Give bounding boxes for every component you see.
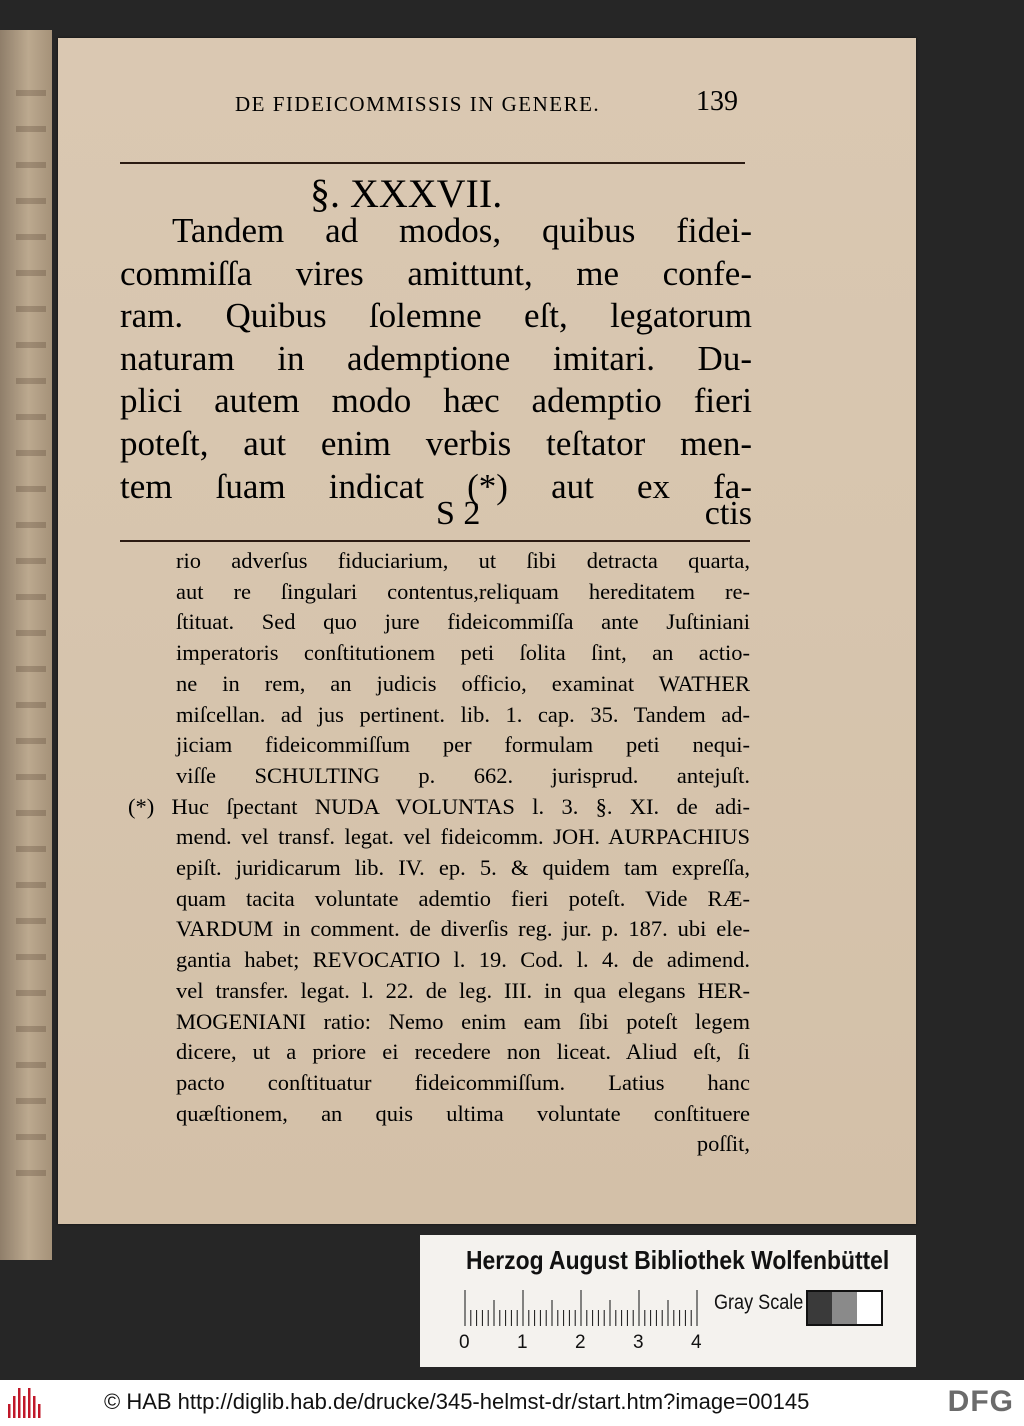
footnote-line: aut re ſingulari contentus,reliquam hereditatem re- [176,578,750,604]
footnote-line: jiciam fideicommiſſum per formulam peti nequi- [176,732,750,758]
gray-swatches [806,1290,883,1326]
library-name: Herzog August Bibliothek Wolfenbüttel [466,1245,890,1275]
footnote-line: miſcellan. ad jus pertinent. lib. 1. cap. 35. Tandem ad- [176,701,750,727]
body-line: naturam in ademptione imitari. Du- [120,338,752,378]
footnote-line: (*) Huc ſpectant NUDA VOLUNTAS l. 3. §. XI. de adi- [128,793,750,819]
footnote-line: viſſe SCHULTING p. 662. jurisprud. antejuſt. [176,762,750,788]
body-text [120,210,752,508]
page-header [180,88,746,122]
ruler-number: 3 [633,1332,644,1353]
ruler-number: 4 [691,1332,702,1353]
gray-scale-label: Gray Scale [714,1291,804,1314]
footnote-line: gantia habet; REVOCATIO l. 19. Cod. l. 4. de adimend. [176,947,750,973]
footnotes [120,546,750,1160]
body-line: commiſſa vires amittunt, me confe- [120,253,752,293]
header-rule [120,162,745,164]
gray-swatch-light [857,1292,881,1324]
logo-bar [8,1404,11,1418]
body-line: plici autem modo hæc ademptio fieri [120,381,752,421]
section-heading: §. XXXVII. [310,171,503,216]
ruler-ticks [464,1290,704,1326]
footnote-line: poſſit, [696,1131,750,1157]
signature-mark: S 2 [436,495,481,532]
hab-lines-logo-icon [6,1388,42,1418]
logo-bar [23,1396,26,1418]
logo-bar [28,1388,31,1418]
ruler-number: 0 [459,1332,470,1353]
gray-swatch-mid [832,1292,856,1324]
body-line: poteſt, aut enim verbis teſtator men- [120,423,752,463]
bleed-through-text [16,90,46,1190]
scale-ruler [459,1290,704,1353]
footnote-line: dicere, ut a priore ei recedere non liceat. Aliud eſt, ſi [176,1039,750,1065]
catchword: ctis [704,495,752,532]
footnote-line: pacto conſtituatur fideicommiſſum. Latius hanc [176,1069,750,1095]
page-number: 139 [696,86,738,117]
footnote-line: rio adverſus fiduciarium, ut ſibi detracta quarta, [176,548,750,573]
library-color-card [420,1235,916,1367]
dfg-logo: DFG [947,1385,1014,1418]
footnote-line: VARDUM in comment. de diverſis reg. jur. p. 187. ubi ele- [176,916,750,942]
copyright-text: © HAB http://diglib.hab.de/drucke/345-helmst-dr/start.htm?image=00145 [104,1389,810,1414]
catch-line [120,495,752,535]
footnote-line: ſtituat. Sed quo jure fideicommiſſa ante Juſtiniani [176,609,750,635]
footnote-line: quam tacita voluntate ademtio fieri poteſt. Vide RÆ- [176,885,750,911]
footnote-line: MOGENIANI ratio: Nemo enim eam ſibi poteſt legem [176,1008,750,1034]
footnote-line: vel transfer. legat. l. 22. de leg. III. in qua elegans HER- [176,977,750,1003]
ruler-number: 1 [517,1332,528,1353]
logo-bar [38,1404,41,1418]
body-line: ram. Quibus ſolemne eſt, legatorum [120,296,752,336]
running-head: DE FIDEICOMMISSIS IN GENERE. [235,92,601,116]
footnote-line: ne in rem, an judicis officio, examinat WATHER [176,670,750,696]
footnote-line: imperatoris conſtitutionem peti ſolita ſint, an actio- [176,640,750,666]
footer-bar [0,1380,1024,1426]
logo-bar [13,1396,16,1418]
footnote-rule [120,540,750,542]
footnote-line: epiſt. juridicarum lib. IV. ep. 5. & quidem tam expreſſa, [176,855,750,881]
footnote-line: quæſtionem, an quis ultima voluntate conſtituere [176,1100,750,1126]
body-line: Tandem ad modos, quibus fidei- [172,211,752,250]
ruler-number: 2 [575,1332,586,1353]
body-line: tem ſuam indicat (*) aut ex fa- [120,466,752,506]
footnote-line: mend. vel transf. legat. vel fideicomm. JOH. AURPACHIUS [176,824,750,850]
logo-bar [33,1396,36,1418]
previous-page-edge [0,30,52,1260]
logo-bar [18,1388,21,1418]
gray-swatch-dark [808,1292,832,1324]
